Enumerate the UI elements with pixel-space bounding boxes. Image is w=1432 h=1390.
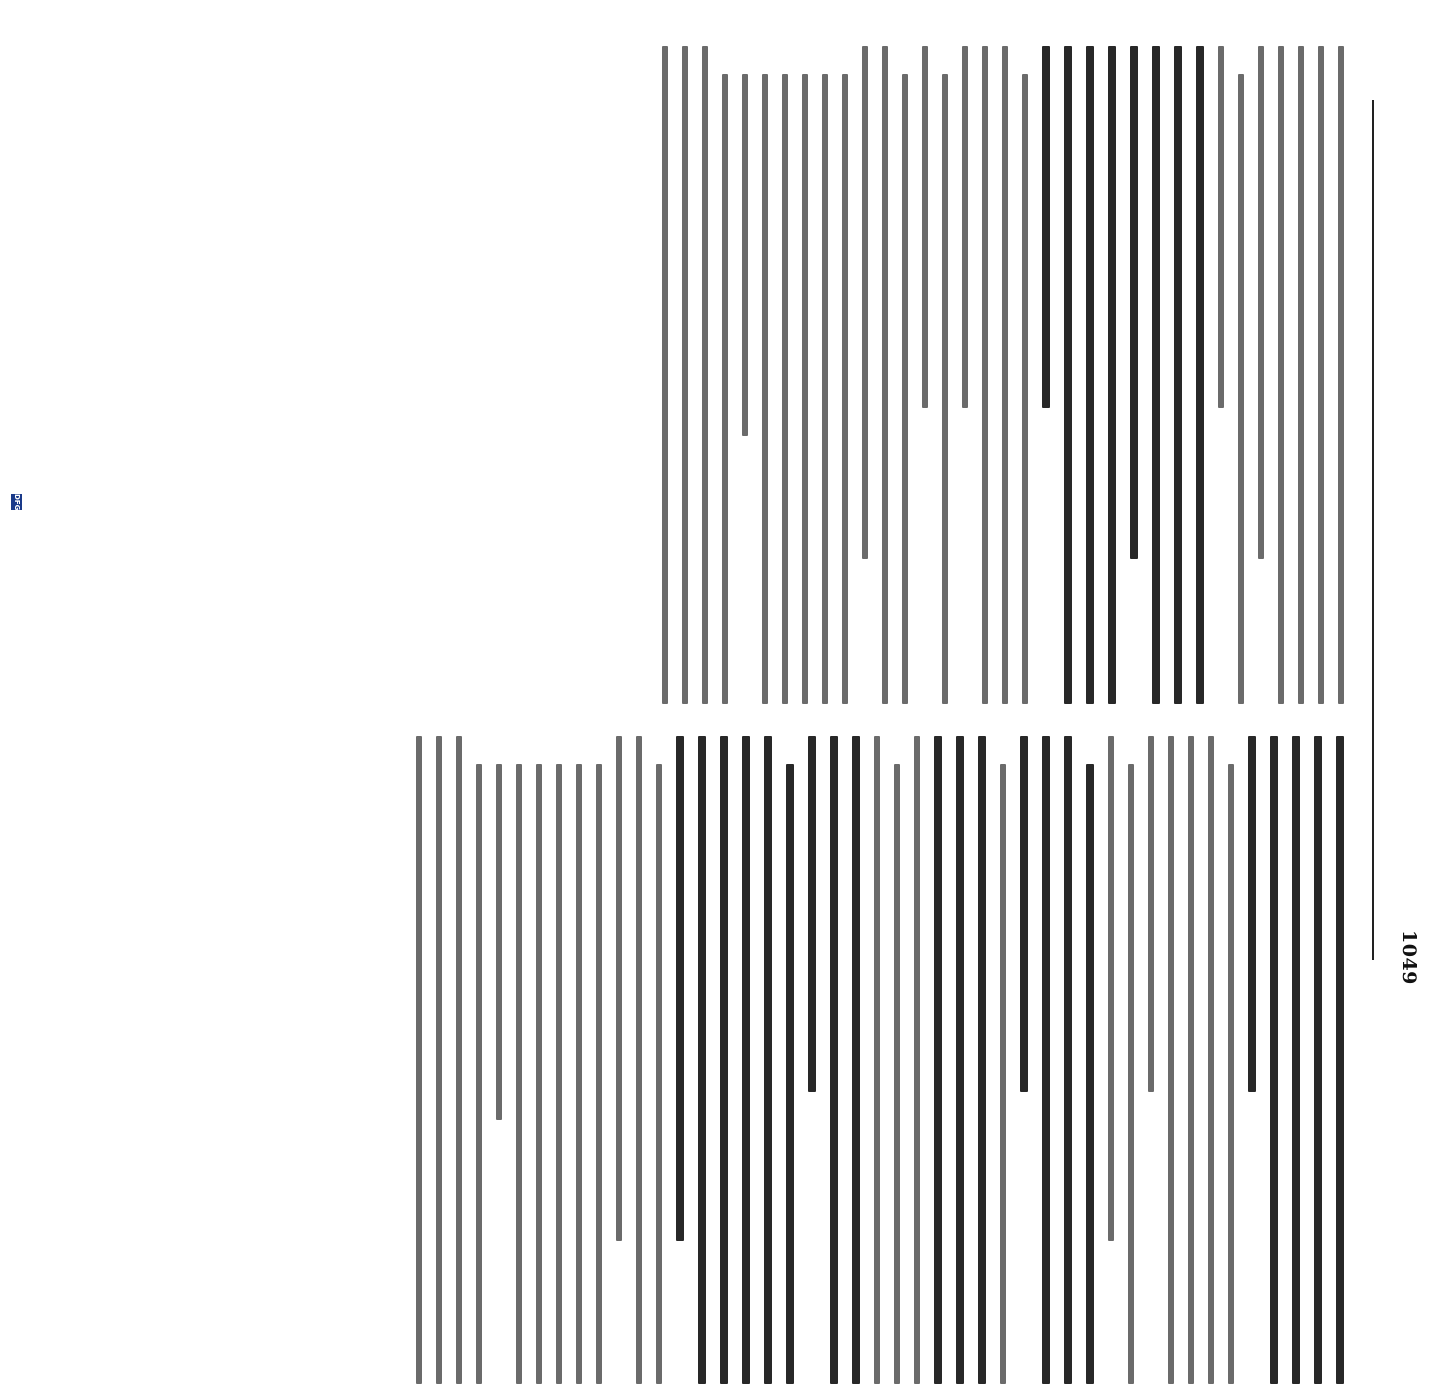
text-line [682,46,688,704]
text-line [1248,736,1256,1092]
text-line [762,74,768,704]
text-line [1270,736,1278,1384]
text-line [962,46,968,408]
text-line [1338,46,1344,704]
text-line [1020,736,1028,1092]
dfg-logo-icon: DFG [13,494,22,511]
text-line [742,736,750,1384]
text-line [556,764,562,1384]
text-line [1228,764,1234,1384]
text-line [456,736,462,1384]
text-line [1064,46,1072,704]
text-line [516,764,522,1384]
text-line [1174,46,1182,704]
text-line [1336,736,1344,1384]
text-line [1278,46,1284,704]
section-body [416,730,662,1390]
text-line [742,74,748,436]
text-line [1108,736,1114,1241]
text-line [894,764,900,1384]
running-header [1380,0,1420,1000]
header-page-number: 1049 [1398,930,1420,985]
text-line [1168,736,1174,1384]
text-line [902,74,908,704]
text-line [1196,46,1204,704]
text-line [1298,46,1304,704]
text-line [1314,736,1322,1384]
digitization-credit [4,0,24,1000]
section-body [1218,40,1344,710]
text-line [1318,46,1324,704]
text-line [808,736,816,1092]
text-line [1042,736,1050,1384]
text-line [536,764,542,1384]
text-line [1128,764,1134,1384]
text-line [1208,736,1214,1384]
text-line [1022,74,1028,704]
text-line [676,736,684,1241]
text-line [1148,736,1154,1092]
text-line [978,736,986,1384]
text-line [1188,736,1194,1384]
text-line [802,74,808,704]
left-column [72,40,1362,710]
text-line [476,764,482,1384]
text-line [822,74,828,704]
header-rule [1372,100,1374,960]
text-line [1002,46,1008,704]
text-line [874,736,880,1384]
text-line [596,764,602,1384]
text-line [786,764,794,1384]
text-line [722,74,728,704]
text-line [662,46,668,704]
text-line [1218,46,1224,408]
text-line [1000,764,1006,1384]
text-line [914,736,920,1384]
text-line [636,736,642,1384]
section-body [922,40,948,710]
section-body [1020,730,1234,1390]
text-line [1042,46,1050,408]
section-body [962,40,1204,710]
text-line [956,736,964,1384]
text-line [842,74,848,704]
text-line [862,46,868,559]
text-line [782,74,788,704]
left-column-footnote [52,40,72,700]
text-line [698,736,706,1384]
text-line [1152,46,1160,704]
text-line [416,736,422,1384]
text-line [1064,736,1072,1384]
right-column [72,730,1362,1390]
text-line [934,736,942,1384]
text-line [496,764,502,1120]
text-line [922,46,928,408]
text-line [436,736,442,1384]
text-line [1086,764,1094,1384]
text-line [616,736,622,1241]
section-body [1248,730,1344,1390]
section-body [676,730,1006,1390]
text-line [982,46,988,704]
text-line [764,736,772,1384]
text-line [1130,46,1138,559]
text-line [1108,46,1116,704]
text-line [830,736,838,1384]
text-line [1258,46,1264,559]
text-line [576,764,582,1384]
text-line [882,46,888,704]
text-line [1086,46,1094,704]
text-line [702,46,708,704]
text-line [1292,736,1300,1384]
text-line [852,736,860,1384]
text-line [1238,74,1244,704]
section-body [662,40,908,710]
text-line [720,736,728,1384]
text-line [656,764,662,1384]
text-line [942,74,948,704]
